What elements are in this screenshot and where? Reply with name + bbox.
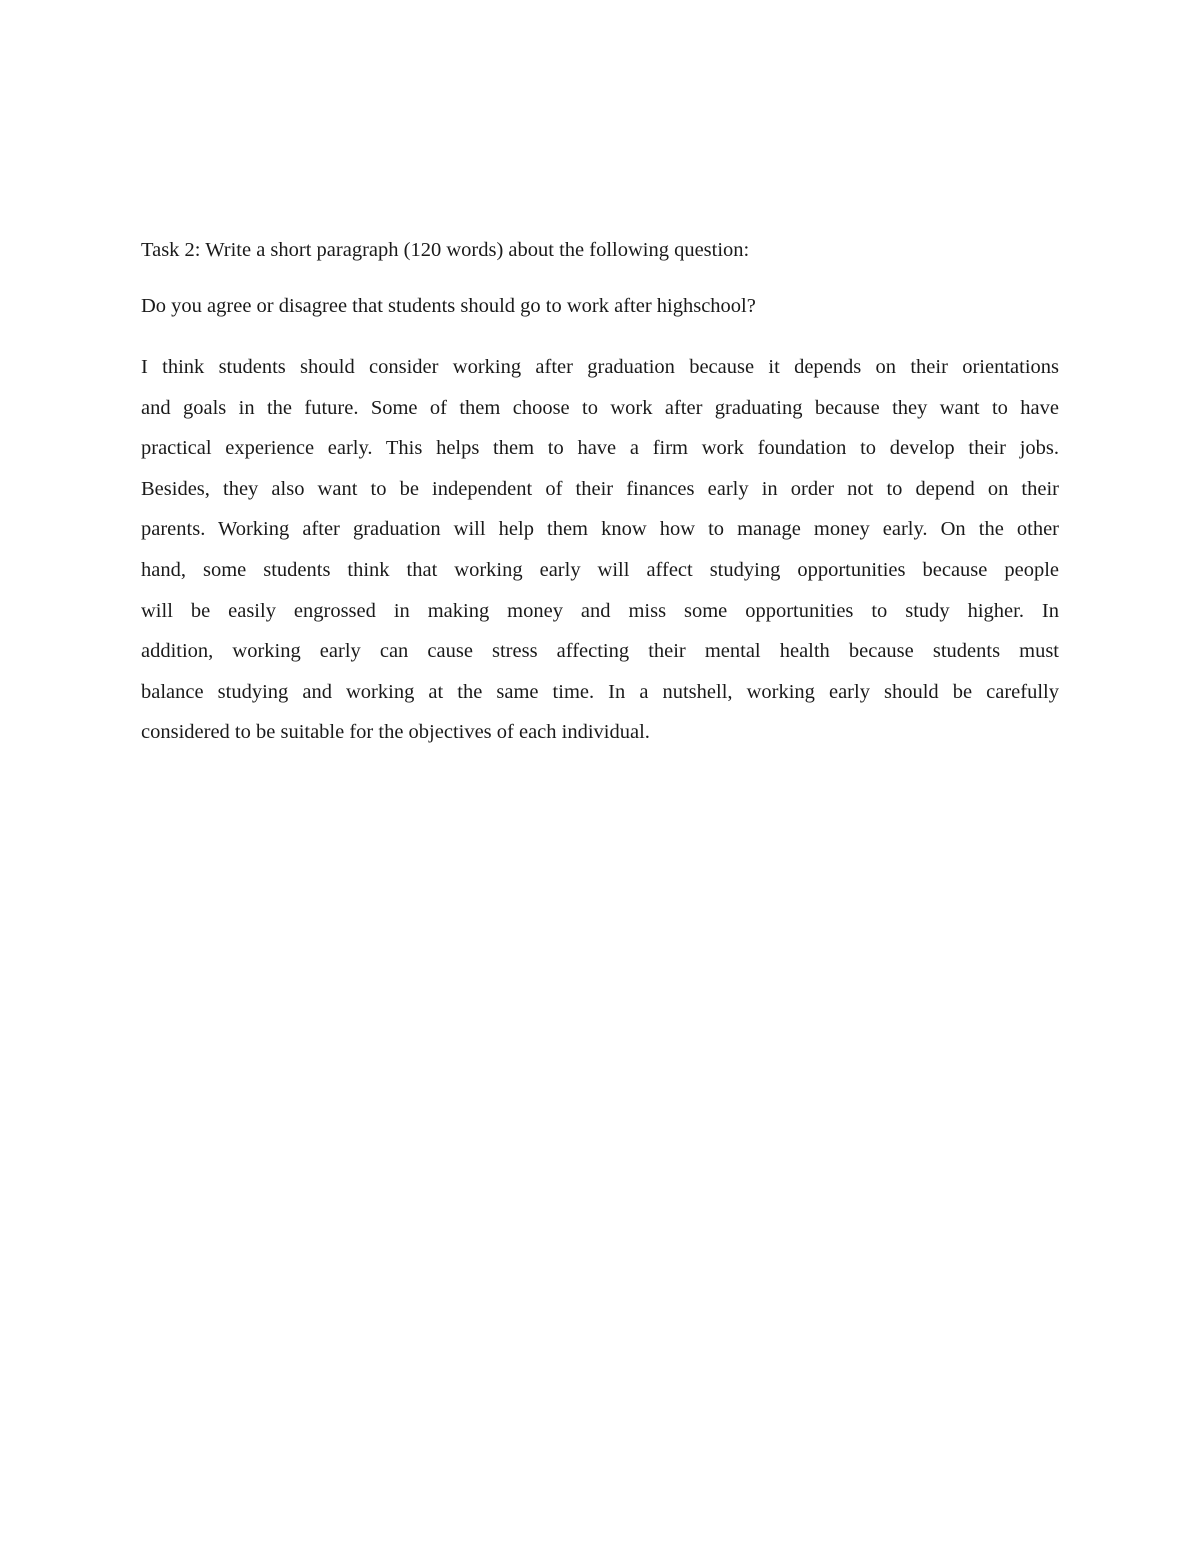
answer-line: Besides, they also want to be independent of their finances early in order not to depend on their (141, 477, 1059, 500)
answer-line: practical experience early. This helps them to have a firm work foundation to develop their jobs. (141, 437, 1059, 460)
answer-line: I think students should consider working after graduation because it depends on their orientations (141, 356, 1059, 378)
answer-line: balance studying and working at the same time. In a nutshell, working early should be carefully (141, 680, 1059, 703)
answer-line: addition, working early can cause stress affecting their mental health because students must (141, 640, 1059, 663)
document-content (141, 235, 1059, 753)
task-prompt: Task 2: Write a short paragraph (120 words) about the following question: (141, 239, 750, 261)
answer-line: parents. Working after graduation will help them know how to manage money early. On the other (141, 518, 1059, 541)
answer-line: hand, some students think that working early will affect studying opportunities because people (141, 558, 1059, 581)
question-text: Do you agree or disagree that students should go to work after highschool? (141, 295, 756, 317)
answer-line: will be easily engrossed in making money and miss some opportunities to study higher. In (141, 599, 1059, 622)
answer-line: and goals in the future. Some of them choose to work after graduating because they want to have (141, 396, 1059, 419)
answer-line: considered to be suitable for the objectives of each individual. (141, 721, 650, 744)
answer-paragraph (141, 347, 1059, 753)
